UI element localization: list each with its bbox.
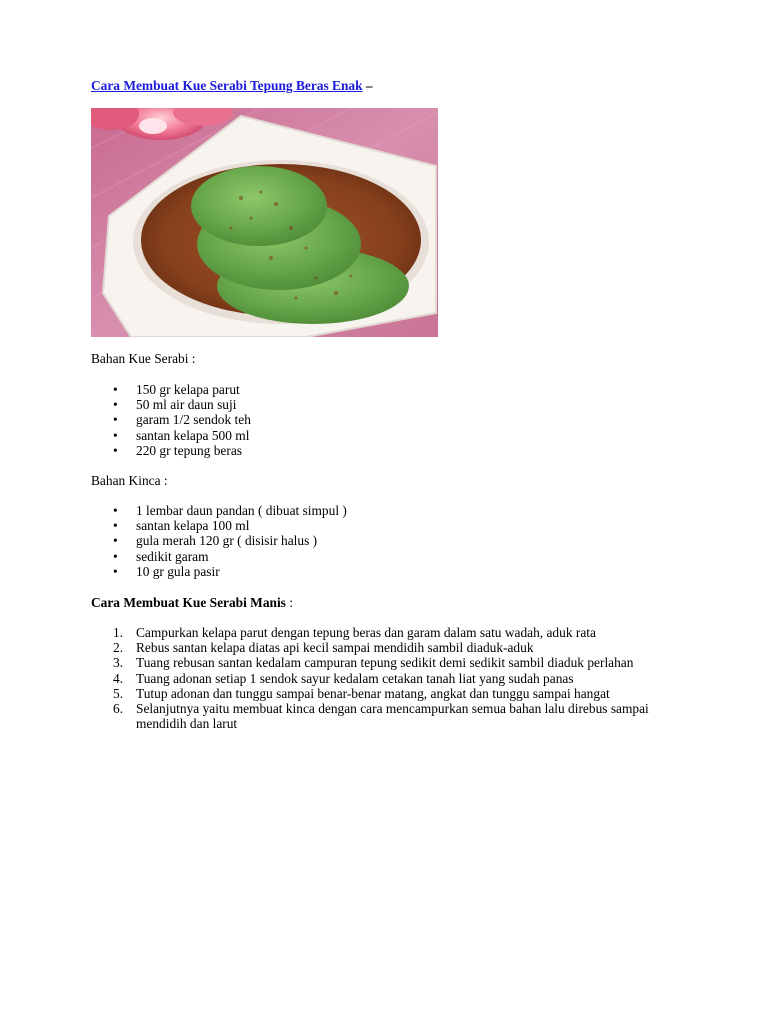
step-text: Tutup adonan dan tunggu sampai benar-benar matang, angkat dan tunggu sampai hangat bbox=[136, 685, 610, 701]
list-item bbox=[91, 564, 347, 579]
title-dash: – bbox=[362, 78, 373, 93]
step-text: Tuang rebusan santan kedalam campuran tepung sedikit demi sedikit sambil diaduk perlahan bbox=[136, 655, 634, 671]
step-item bbox=[91, 655, 691, 670]
step-text: Selanjutnya yaitu membuat kinca dengan cara mencampurkan semua bahan lalu direbus sampai mendidih dan larut bbox=[136, 701, 649, 732]
step-item bbox=[91, 640, 691, 655]
bullet-icon: • bbox=[113, 442, 118, 458]
step-number: 5. bbox=[113, 685, 124, 701]
step-item bbox=[91, 625, 691, 640]
list-item-text: 150 gr kelapa parut bbox=[136, 382, 240, 397]
list-item-text: gula merah 120 gr ( disisir halus ) bbox=[136, 533, 318, 549]
list-item bbox=[91, 518, 347, 533]
step-text: Tuang adonan setiap 1 sendok sayur kedalam cetakan tanah liat yang sudah panas bbox=[136, 670, 574, 686]
bullet-icon: • bbox=[113, 412, 118, 428]
cara-membuat-steps bbox=[91, 625, 691, 731]
step-item bbox=[91, 701, 691, 731]
serabi-photo bbox=[91, 108, 438, 337]
list-item bbox=[91, 533, 347, 548]
bullet-icon: • bbox=[113, 533, 118, 549]
cara-membuat-heading-bold: Cara Membuat Kue Serabi Manis bbox=[91, 595, 286, 610]
step-number: 2. bbox=[113, 640, 124, 656]
list-item-text: 220 gr tepung beras bbox=[136, 442, 242, 458]
step-number: 4. bbox=[113, 670, 124, 686]
list-item bbox=[91, 443, 251, 458]
list-item bbox=[91, 382, 251, 397]
article-title-link[interactable]: Cara Membuat Kue Serabi Tepung Beras Enak bbox=[91, 78, 363, 93]
article-title bbox=[91, 78, 373, 94]
list-item bbox=[91, 397, 251, 412]
bullet-icon: • bbox=[113, 503, 118, 518]
list-item-text: sedikit garam bbox=[136, 548, 209, 564]
list-item-text: 10 gr gula pasir bbox=[136, 563, 220, 579]
list-item bbox=[91, 503, 347, 518]
step-text: Campurkan kelapa parut dengan tepung beras dan garam dalam satu wadah, aduk rata bbox=[136, 625, 596, 640]
cara-membuat-heading-colon: : bbox=[285, 595, 293, 610]
step-number: 6. bbox=[113, 701, 124, 717]
list-item-text: santan kelapa 100 ml bbox=[136, 518, 250, 534]
step-text: Rebus santan kelapa diatas api kecil sampai mendidih sambil diaduk-aduk bbox=[136, 640, 534, 656]
cara-membuat-heading bbox=[91, 595, 293, 611]
bullet-icon: • bbox=[113, 382, 118, 397]
list-item bbox=[91, 428, 251, 443]
step-number: 3. bbox=[113, 655, 124, 671]
step-item bbox=[91, 671, 691, 686]
bullet-icon: • bbox=[113, 427, 118, 443]
list-item-text: 1 lembar daun pandan ( dibuat simpul ) bbox=[136, 503, 347, 518]
step-item bbox=[91, 686, 691, 701]
bullet-icon: • bbox=[113, 397, 118, 413]
bullet-icon: • bbox=[113, 518, 118, 534]
list-item-text: garam 1/2 sendok teh bbox=[136, 412, 251, 428]
bahan-kinca-heading: Bahan Kinca : bbox=[91, 473, 168, 488]
list-item bbox=[91, 549, 347, 564]
list-item-text: santan kelapa 500 ml bbox=[136, 427, 250, 443]
bahan-kinca-list bbox=[91, 503, 347, 579]
bahan-serabi-heading: Bahan Kue Serabi : bbox=[91, 351, 196, 366]
list-item-text: 50 ml air daun suji bbox=[136, 397, 237, 413]
bahan-serabi-list bbox=[91, 382, 251, 458]
bullet-icon: • bbox=[113, 563, 118, 579]
bullet-icon: • bbox=[113, 548, 118, 564]
step-number: 1. bbox=[113, 625, 124, 640]
list-item bbox=[91, 412, 251, 427]
